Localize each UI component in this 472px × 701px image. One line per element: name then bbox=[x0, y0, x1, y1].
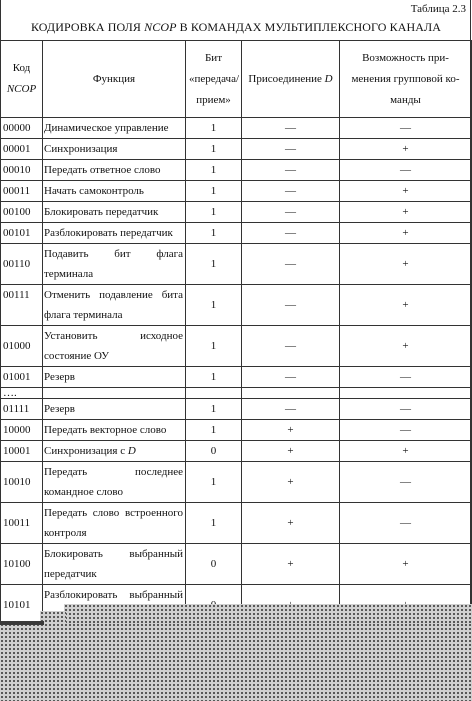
table-caption: Таблица 2.3 bbox=[410, 3, 466, 15]
cell-bit: 1 bbox=[186, 223, 242, 244]
header-code: Код NCOP bbox=[1, 41, 43, 118]
cell-group: + bbox=[340, 202, 472, 223]
cell-code: 10100 bbox=[1, 544, 43, 585]
table-row bbox=[1, 326, 472, 367]
cell-bit: 1 bbox=[186, 326, 242, 367]
cell-bit: 1 bbox=[186, 503, 242, 544]
cell-group: — bbox=[340, 503, 472, 544]
cell-join: — bbox=[242, 244, 340, 285]
cell-group: + bbox=[340, 139, 472, 160]
cell-join: — bbox=[242, 399, 340, 420]
cell-function: Подавить бит флага терминала bbox=[43, 244, 186, 285]
header-join: Присоединение D bbox=[242, 41, 340, 118]
cell-bit: 1 bbox=[186, 399, 242, 420]
cell-code: 00010 bbox=[1, 160, 43, 181]
cell-bit: 1 bbox=[186, 367, 242, 388]
table-row bbox=[1, 139, 472, 160]
table-row bbox=[1, 223, 472, 244]
cell-code: 00100 bbox=[1, 202, 43, 223]
table-row bbox=[1, 118, 472, 139]
cell-join: — bbox=[242, 139, 340, 160]
cell-function: Передать ответное слово bbox=[43, 160, 186, 181]
cell-code: 00101 bbox=[1, 223, 43, 244]
cell-join: — bbox=[242, 160, 340, 181]
table-row bbox=[1, 285, 472, 326]
cell-join: — bbox=[242, 181, 340, 202]
cell-bit: 1 bbox=[186, 160, 242, 181]
table-row bbox=[1, 160, 472, 181]
cell-group: + bbox=[340, 244, 472, 285]
cell-group bbox=[340, 388, 472, 399]
cell-join: — bbox=[242, 118, 340, 139]
scan-noise-overlay bbox=[0, 623, 472, 701]
cell-function: Синхронизация с D bbox=[43, 441, 186, 462]
cell-group: + bbox=[340, 441, 472, 462]
cell-function: Установить исходное состояние ОУ bbox=[43, 326, 186, 367]
table-title bbox=[0, 20, 472, 35]
cell-group: — bbox=[340, 462, 472, 503]
table-row bbox=[1, 420, 472, 441]
cell-code: 10001 bbox=[1, 441, 43, 462]
cell-join: + bbox=[242, 420, 340, 441]
title-part-c: В КОМАНДАХ МУЛЬТИПЛЕКСНОГО КАНАЛА bbox=[176, 20, 442, 34]
cell-function: Резерв bbox=[43, 399, 186, 420]
table-row-ellipsis bbox=[1, 388, 472, 399]
cell-function: Отменить подавление бита флага терминала bbox=[43, 285, 186, 326]
header-group: Возможность при- менения групповой ко- манды bbox=[340, 41, 472, 118]
table-row bbox=[1, 544, 472, 585]
cell-function: Разблокировать выбранный bbox=[43, 585, 186, 626]
cell-group: — bbox=[340, 160, 472, 181]
cell-bit: 1 bbox=[186, 462, 242, 503]
cell-join: — bbox=[242, 223, 340, 244]
cell-function: Блокировать выбранный передатчик bbox=[43, 544, 186, 585]
cell-bit: 1 bbox=[186, 202, 242, 223]
cell-function: Передать слово встроенного контроля bbox=[43, 503, 186, 544]
cell-bit: 0 bbox=[186, 441, 242, 462]
cell-group: — bbox=[340, 420, 472, 441]
cell-bit: 1 bbox=[186, 118, 242, 139]
cell-bit: 1 bbox=[186, 285, 242, 326]
cell-function: Синхронизация bbox=[43, 139, 186, 160]
cell-group: + bbox=[340, 223, 472, 244]
table-row bbox=[1, 399, 472, 420]
table-row bbox=[1, 181, 472, 202]
cell-function: Блокировать передатчик bbox=[43, 202, 186, 223]
cell-function: Передать векторное слово bbox=[43, 420, 186, 441]
scan-noise-overlay bbox=[64, 604, 472, 624]
cell-group: + bbox=[340, 181, 472, 202]
header-bit: Бит «передача/ прием» bbox=[186, 41, 242, 118]
cell-join: + bbox=[242, 462, 340, 503]
cell-function: Разблокировать передатчик bbox=[43, 223, 186, 244]
cell-function: Передать последнее командное слово bbox=[43, 462, 186, 503]
header-row bbox=[1, 41, 472, 118]
cell-group: — bbox=[340, 399, 472, 420]
title-part-b: NCOP bbox=[144, 20, 177, 34]
cell-bit bbox=[186, 388, 242, 399]
cell-bit: 1 bbox=[186, 139, 242, 160]
cell-bit: 1 bbox=[186, 181, 242, 202]
cell-group: + bbox=[340, 285, 472, 326]
cell-code: 10011 bbox=[1, 503, 43, 544]
cell-join: — bbox=[242, 367, 340, 388]
cell-code: 00110 bbox=[1, 244, 43, 285]
table-row bbox=[1, 202, 472, 223]
table-row bbox=[1, 503, 472, 544]
cell-function: Динамическое управление bbox=[43, 118, 186, 139]
cell-group: + bbox=[340, 326, 472, 367]
cell-group: + bbox=[340, 544, 472, 585]
cell-code: 01001 bbox=[1, 367, 43, 388]
cell-code: 01000 bbox=[1, 326, 43, 367]
cell-join bbox=[242, 388, 340, 399]
cell-group: — bbox=[340, 367, 472, 388]
table-row bbox=[1, 367, 472, 388]
cell-join: — bbox=[242, 326, 340, 367]
cell-function: Начать самоконтроль bbox=[43, 181, 186, 202]
cell-join: + bbox=[242, 441, 340, 462]
cell-join: — bbox=[242, 285, 340, 326]
cell-code: 10010 bbox=[1, 462, 43, 503]
cell-code: 01111 bbox=[1, 399, 43, 420]
cell-code: 00001 bbox=[1, 139, 43, 160]
cell-bit: 1 bbox=[186, 420, 242, 441]
table-row bbox=[1, 244, 472, 285]
title-part-a: КОДИРОВКА ПОЛЯ bbox=[30, 20, 145, 34]
cell-code: 00011 bbox=[1, 181, 43, 202]
cell-group: — bbox=[340, 118, 472, 139]
cell-code: 10000 bbox=[1, 420, 43, 441]
cell-function bbox=[43, 388, 186, 399]
scan-noise-bar bbox=[0, 621, 44, 625]
table-row bbox=[1, 441, 472, 462]
table-row bbox=[1, 462, 472, 503]
cell-join: + bbox=[242, 544, 340, 585]
cell-code: …. bbox=[1, 388, 43, 399]
cell-join: + bbox=[242, 503, 340, 544]
cell-code: 00000 bbox=[1, 118, 43, 139]
cell-function: Резерв bbox=[43, 367, 186, 388]
cell-bit: 0 bbox=[186, 544, 242, 585]
header-function: Функция bbox=[43, 41, 186, 118]
cell-code: 00111 bbox=[1, 285, 43, 326]
cell-join: — bbox=[242, 202, 340, 223]
ncop-table bbox=[0, 40, 472, 626]
cell-bit: 1 bbox=[186, 244, 242, 285]
cell-code: 10101 bbox=[1, 585, 43, 626]
